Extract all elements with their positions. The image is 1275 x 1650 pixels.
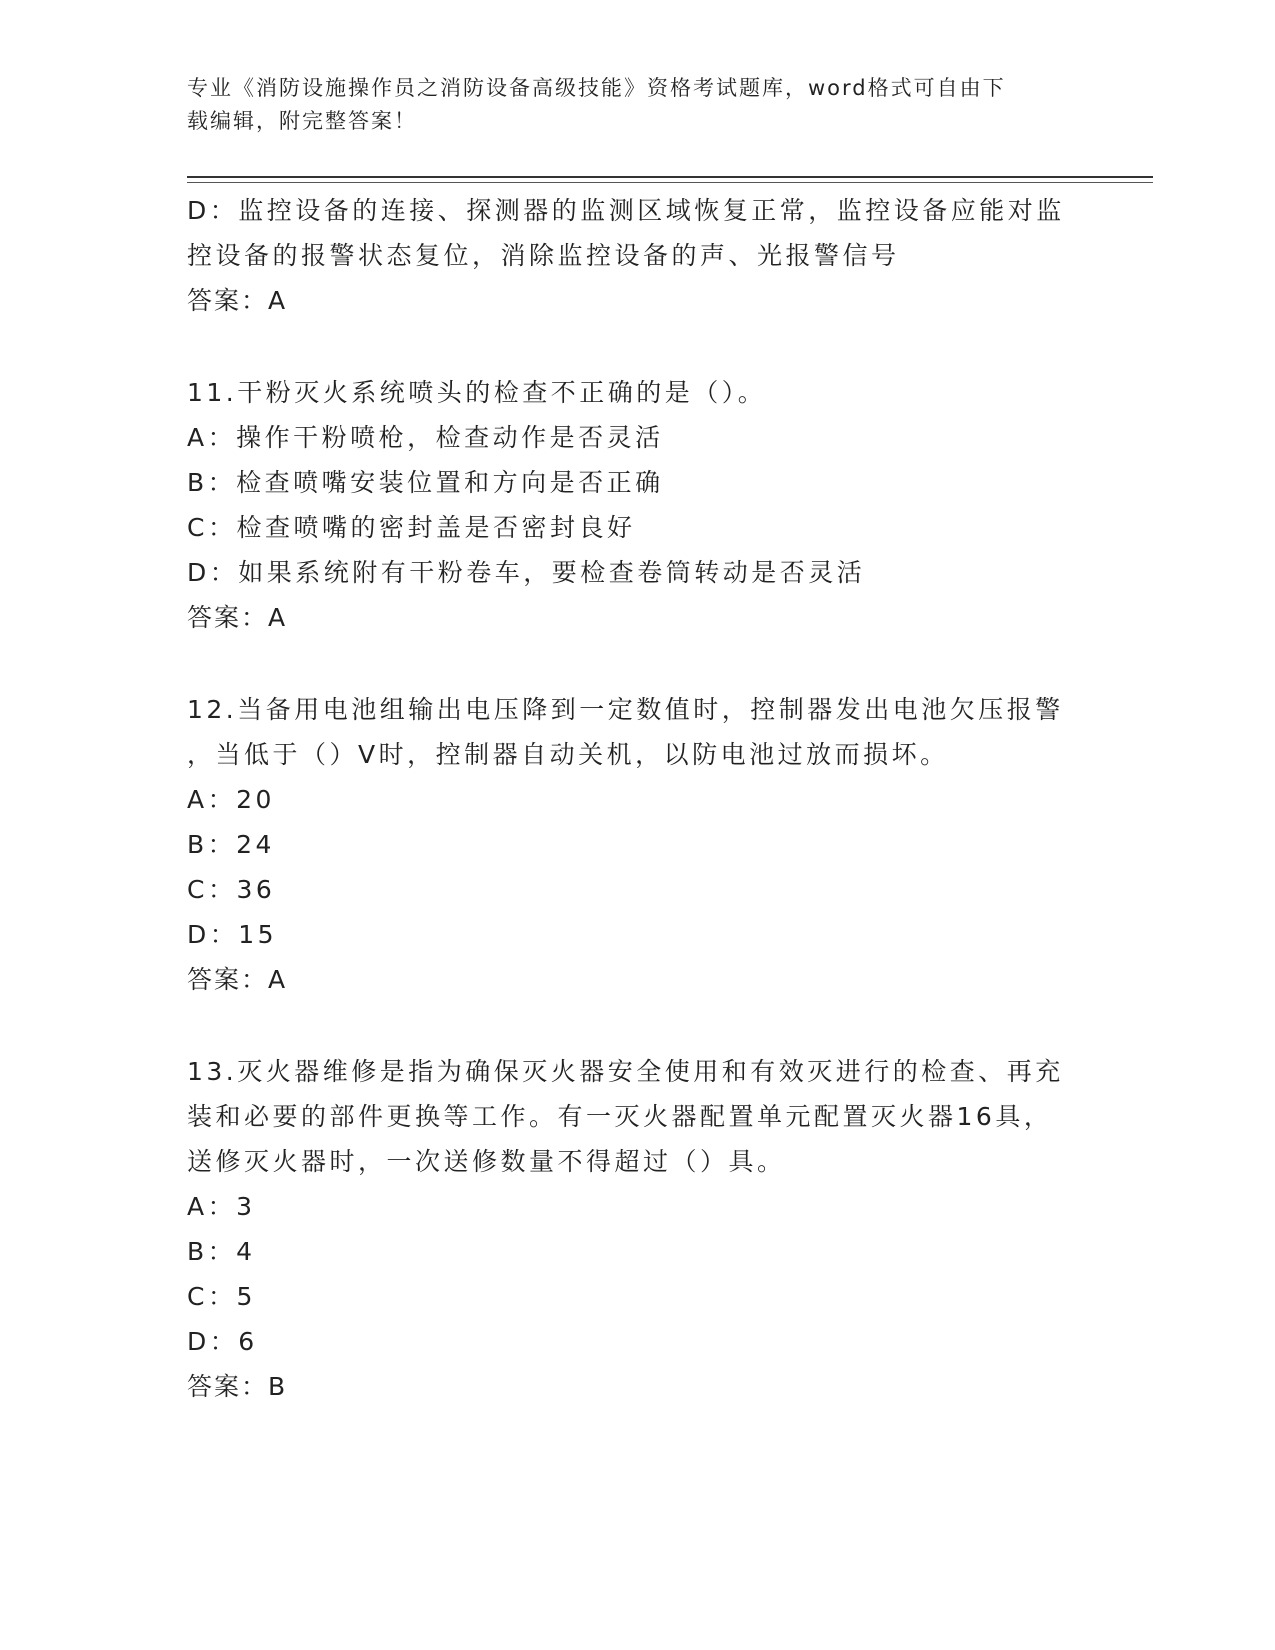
option-a: A：20 <box>187 785 275 814</box>
question-13 <box>187 1049 1087 1409</box>
spacer <box>187 323 1087 370</box>
option-a: A：操作干粉喷枪，检查动作是否灵活 <box>187 423 664 452</box>
question-stem-continued: 送修灭火器时，一次送修数量不得超过（）具。 <box>187 1147 786 1176</box>
question-11 <box>187 370 1087 640</box>
header-line-1: 专业《消防设施操作员之消防设备高级技能》资格考试题库，word格式可自由下 <box>187 76 1006 100</box>
question-stem: 12.当备用电池组输出电压降到一定数值时，控制器发出电池欠压报警 <box>187 695 1064 724</box>
question-stem: 11.干粉灭火系统喷头的检查不正确的是（）。 <box>187 378 767 407</box>
option-d-continued: 控设备的报警状态复位，消除监控设备的声、光报警信号 <box>187 241 900 270</box>
answer-line: 答案：A <box>187 965 288 994</box>
question-stem-continued: 装和必要的部件更换等工作。有一灭火器配置单元配置灭火器16具， <box>187 1102 1053 1131</box>
option-b: B：检查喷嘴安装位置和方向是否正确 <box>187 468 664 497</box>
option-a: A：3 <box>187 1192 256 1221</box>
question-stem: 13.灭火器维修是指为确保灭火器安全使用和有效灭进行的检查、再充 <box>187 1057 1064 1086</box>
answer-line: 答案：A <box>187 603 288 632</box>
document-header <box>187 72 1067 138</box>
option-d: D：监控设备的连接、探测器的监测区域恢复正常，监控设备应能对监 <box>187 196 1065 225</box>
document-body <box>187 188 1087 1409</box>
option-b: B：4 <box>187 1237 256 1266</box>
header-divider-thin <box>187 182 1153 183</box>
option-c: C：36 <box>187 875 276 904</box>
option-b: B：24 <box>187 830 275 859</box>
answer-line: 答案：B <box>187 1372 288 1401</box>
option-d: D：6 <box>187 1327 258 1356</box>
question-10-continued <box>187 188 1087 323</box>
option-c: C：5 <box>187 1282 256 1311</box>
spacer <box>187 640 1087 687</box>
option-d: D：如果系统附有干粉卷车，要检查卷筒转动是否灵活 <box>187 558 866 587</box>
question-stem-continued: ，当低于（）V时，控制器自动关机，以防电池过放而损坏。 <box>187 740 949 769</box>
option-d: D：15 <box>187 920 278 949</box>
question-12 <box>187 687 1087 1002</box>
header-line-2: 载编辑，附完整答案！ <box>187 109 417 133</box>
option-c: C：检查喷嘴的密封盖是否密封良好 <box>187 513 636 542</box>
spacer <box>187 1002 1087 1049</box>
answer-line: 答案：A <box>187 286 288 315</box>
header-divider-thick <box>187 176 1153 178</box>
